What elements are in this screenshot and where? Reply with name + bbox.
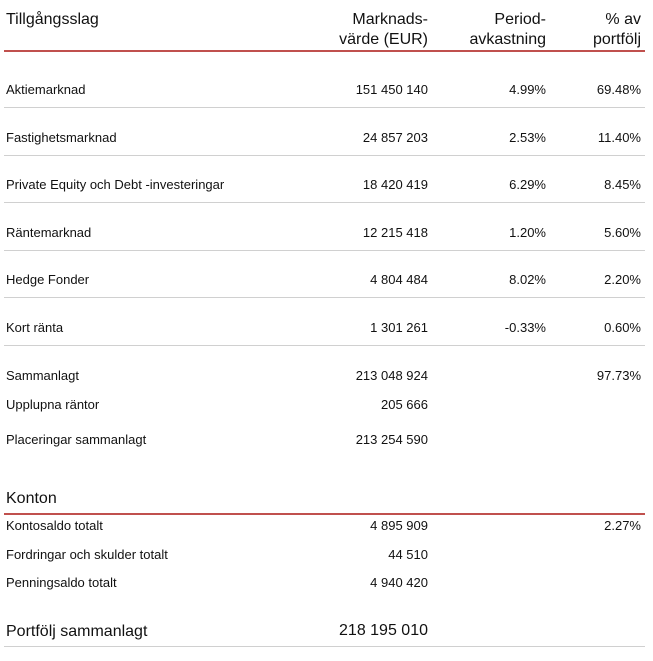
header-asset-class: Tillgångsslag xyxy=(6,11,99,28)
row-portfolio-share: 8.45% xyxy=(604,177,641,192)
row-divider xyxy=(4,250,645,251)
total-value: 213 048 924 xyxy=(355,368,428,383)
account-balance-share: 2.27% xyxy=(604,518,641,533)
row-label: Fastighetsmarknad xyxy=(6,130,117,145)
header-portfolio-share xyxy=(593,10,641,50)
receivables-label: Fordringar och skulder totalt xyxy=(6,547,168,562)
row-label: Hedge Fonder xyxy=(6,272,90,287)
row-portfolio-share: 5.60% xyxy=(604,225,641,240)
row-label: Kort ränta xyxy=(6,320,64,335)
row-portfolio-share: 69.48% xyxy=(596,82,641,97)
portfolio-total-value: 218 195 010 xyxy=(339,622,428,639)
row-period-return: -0.33% xyxy=(504,320,546,335)
header-period-return-line2: avkastning xyxy=(469,31,546,48)
placements-total-value: 213 254 590 xyxy=(355,432,428,447)
header-market-value-line2: värde (EUR) xyxy=(339,31,428,48)
row-period-return: 8.02% xyxy=(509,272,546,287)
portfolio-total-label: Portfölj sammanlagt xyxy=(6,623,148,640)
header-market-value-line1: Marknads- xyxy=(352,11,428,28)
row-market-value: 4 804 484 xyxy=(370,272,428,287)
accrued-interest-label: Upplupna räntor xyxy=(6,397,100,412)
accounts-divider xyxy=(4,513,645,515)
header-divider xyxy=(4,50,645,52)
placements-total-label: Placeringar sammanlagt xyxy=(6,432,147,447)
row-portfolio-share: 11.40% xyxy=(597,130,641,145)
row-market-value: 18 420 419 xyxy=(362,177,428,192)
header-market-value xyxy=(339,10,428,50)
row-portfolio-share: 0.60% xyxy=(604,320,641,335)
row-period-return: 6.29% xyxy=(509,177,546,192)
total-share: 97.73% xyxy=(596,368,641,383)
row-divider xyxy=(4,345,645,346)
header-portfolio-share-line2: portfölj xyxy=(592,31,641,48)
row-divider xyxy=(4,202,645,203)
row-divider xyxy=(4,155,645,156)
row-divider xyxy=(4,297,645,298)
header-period-return-line1: Period- xyxy=(494,11,546,28)
row-portfolio-share: 2.20% xyxy=(604,272,641,287)
row-market-value: 1 301 261 xyxy=(370,320,428,335)
row-market-value: 151 450 140 xyxy=(355,82,428,97)
accounts-section-title: Konton xyxy=(6,490,57,507)
cash-balance-label: Penningsaldo totalt xyxy=(6,575,117,590)
account-balance-label: Kontosaldo totalt xyxy=(6,518,103,533)
row-period-return: 1.20% xyxy=(509,225,546,240)
cash-balance-value: 4 940 420 xyxy=(370,575,428,590)
accrued-interest-value: 205 666 xyxy=(381,397,428,412)
row-period-return: 2.53% xyxy=(509,130,546,145)
row-divider xyxy=(4,107,645,108)
row-label: Räntemarknad xyxy=(6,225,92,240)
header-period-return xyxy=(470,10,547,50)
row-market-value: 24 857 203 xyxy=(362,130,428,145)
header-portfolio-share-line1: % av xyxy=(605,11,641,28)
row-label: Aktiemarknad xyxy=(6,82,86,97)
row-period-return: 4.99% xyxy=(509,82,546,97)
total-label: Sammanlagt xyxy=(6,368,79,383)
portfolio-total-divider xyxy=(4,646,645,647)
account-balance-value: 4 895 909 xyxy=(370,518,428,533)
row-label: Private Equity och Debt -investeringar xyxy=(6,177,225,192)
receivables-value: 44 510 xyxy=(388,547,428,562)
row-market-value: 12 215 418 xyxy=(362,225,428,240)
